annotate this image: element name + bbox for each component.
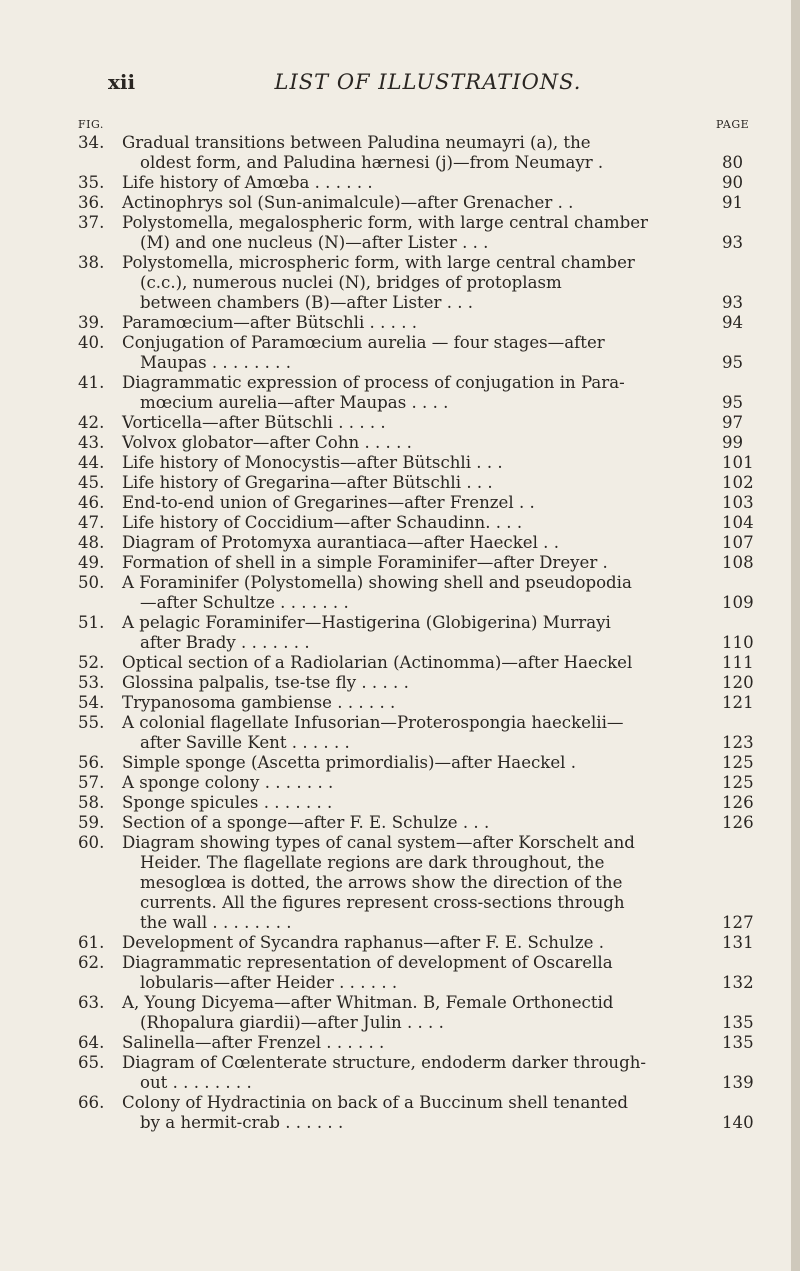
- caption-line: Paramœcium—after Bütschli . . . . .: [122, 313, 418, 332]
- page-reference: 91: [722, 193, 744, 212]
- list-item: [0, 813, 800, 833]
- page-reference: 135: [722, 1033, 754, 1052]
- caption-line: Life history of Monocystis—after Bütschli . . .: [122, 453, 503, 472]
- caption-line: Polystomella, megalospheric form, with large central chamber: [122, 213, 648, 232]
- figure-number: 63.: [78, 993, 105, 1012]
- list-item: [0, 133, 800, 173]
- list-item: [0, 993, 800, 1033]
- figure-number: 46.: [78, 493, 105, 512]
- figure-number: 38.: [78, 253, 105, 272]
- caption-line: mesoglœa is dotted, the arrows show the direction of the: [140, 873, 623, 892]
- caption-line: by a hermit-crab . . . . . .: [140, 1113, 344, 1132]
- list-item: [0, 773, 800, 793]
- page-reference: 93: [722, 293, 744, 312]
- page-reference: 95: [722, 393, 744, 412]
- caption-line: Formation of shell in a simple Foraminifer—after Dreyer .: [122, 553, 608, 572]
- figure-number: 47.: [78, 513, 105, 532]
- page-reference: 110: [722, 633, 754, 652]
- figure-number: 49.: [78, 553, 105, 572]
- caption-line: Diagram showing types of canal system—after Korschelt and: [122, 833, 635, 852]
- caption-line: mœcium aurelia—after Maupas . . . .: [140, 393, 449, 412]
- list-item: [0, 573, 800, 613]
- page-reference: 109: [722, 593, 754, 612]
- list-item: [0, 513, 800, 533]
- caption-line: Conjugation of Paramœcium aurelia — four stages—after: [122, 333, 605, 352]
- figure-number: 41.: [78, 373, 105, 392]
- figure-number: 48.: [78, 533, 105, 552]
- page-reference: 108: [722, 553, 754, 572]
- list-item: [0, 313, 800, 333]
- caption-line: after Saville Kent . . . . . .: [140, 733, 350, 752]
- figure-number: 54.: [78, 693, 105, 712]
- page-reference: 111: [722, 653, 754, 672]
- page-reference: 90: [722, 173, 744, 192]
- page-reference: 140: [722, 1113, 754, 1132]
- page-reference: 125: [722, 753, 754, 772]
- figure-number: 51.: [78, 613, 105, 632]
- list-item: [0, 613, 800, 653]
- figure-number: 42.: [78, 413, 105, 432]
- caption-line: A colonial flagellate Infusorian—Proterospongia haeckelii—: [122, 713, 624, 732]
- page-reference: 94: [722, 313, 744, 332]
- caption-line: Diagrammatic representation of development of Oscarella: [122, 953, 613, 972]
- page-reference: 102: [722, 473, 754, 492]
- page-reference: 97: [722, 413, 744, 432]
- page-reference: 139: [722, 1073, 754, 1092]
- figure-number: 34.: [78, 133, 105, 152]
- page-number: xii: [108, 70, 136, 94]
- caption-line: Maupas . . . . . . . .: [140, 353, 291, 372]
- caption-line: Trypanosoma gambiense . . . . . .: [122, 693, 396, 712]
- list-item: [0, 193, 800, 213]
- illustrations-list: [0, 133, 800, 1133]
- caption-line: —after Schultze . . . . . . .: [140, 593, 349, 612]
- caption-line: Heider. The flagellate regions are dark throughout, the: [140, 853, 605, 872]
- list-item: [0, 213, 800, 253]
- figure-number: 60.: [78, 833, 105, 852]
- list-item: [0, 673, 800, 693]
- page-reference: 95: [722, 353, 744, 372]
- page-reference: 123: [722, 733, 754, 752]
- list-item: [0, 333, 800, 373]
- caption-line: Diagram of Cœlenterate structure, endoderm darker through-: [122, 1053, 647, 1072]
- list-item: [0, 1093, 800, 1133]
- caption-line: Colony of Hydractinia on back of a Buccinum shell tenanted: [122, 1093, 629, 1112]
- list-item: [0, 653, 800, 673]
- caption-line: Salinella—after Frenzel . . . . . .: [122, 1033, 385, 1052]
- page-reference: 127: [722, 913, 754, 932]
- page-reference: 93: [722, 233, 744, 252]
- page-reference: 135: [722, 1013, 754, 1032]
- caption-line: Section of a sponge—after F. E. Schulze . . .: [122, 813, 490, 832]
- caption-line: Vorticella—after Bütschli . . . . .: [122, 413, 386, 432]
- figure-number: 43.: [78, 433, 105, 452]
- list-item: [0, 1053, 800, 1093]
- caption-line: Glossina palpalis, tse-tse fly . . . . .: [122, 673, 409, 692]
- caption-line: Life history of Amœba . . . . . .: [122, 173, 373, 192]
- caption-line: (c.c.), numerous nuclei (N), bridges of protoplasm: [140, 273, 562, 292]
- caption-line: Optical section of a Radiolarian (Actinomma)—after Haeckel: [122, 653, 633, 672]
- figure-number: 52.: [78, 653, 105, 672]
- figure-number: 36.: [78, 193, 105, 212]
- fig-column-label: FIG.: [78, 118, 104, 131]
- list-item: [0, 553, 800, 573]
- list-item: [0, 253, 800, 313]
- caption-line: the wall . . . . . . . .: [140, 913, 292, 932]
- caption-line: Development of Sycandra raphanus—after F. E. Schulze .: [122, 933, 605, 952]
- list-item: [0, 373, 800, 413]
- caption-line: Simple sponge (Ascetta primordialis)—after Haeckel .: [122, 753, 577, 772]
- figure-number: 53.: [78, 673, 105, 692]
- page-reference: 104: [722, 513, 754, 532]
- caption-line: oldest form, and Paludina hærnesi (j)—from Neumayr .: [140, 153, 604, 172]
- caption-line: between chambers (B)—after Lister . . .: [140, 293, 474, 312]
- list-item: [0, 693, 800, 713]
- list-item: [0, 473, 800, 493]
- figure-number: 45.: [78, 473, 105, 492]
- list-item: [0, 493, 800, 513]
- figure-number: 61.: [78, 933, 105, 952]
- figure-number: 39.: [78, 313, 105, 332]
- page-reference: 103: [722, 493, 754, 512]
- page-reference: 126: [722, 813, 754, 832]
- figure-number: 37.: [78, 213, 105, 232]
- caption-line: A Foraminifer (Polystomella) showing shell and pseudopodia: [122, 573, 632, 592]
- caption-line: out . . . . . . . .: [140, 1073, 252, 1092]
- caption-line: Actinophrys sol (Sun-animalcule)—after Grenacher . .: [122, 193, 574, 212]
- figure-number: 59.: [78, 813, 105, 832]
- figure-number: 55.: [78, 713, 105, 732]
- page-header: [108, 70, 748, 104]
- list-item: [0, 533, 800, 553]
- list-item: [0, 433, 800, 453]
- figure-number: 35.: [78, 173, 105, 192]
- figure-number: 50.: [78, 573, 105, 592]
- caption-line: Gradual transitions between Paludina neumayri (a), the: [122, 133, 591, 152]
- page-reference: 80: [722, 153, 744, 172]
- figure-number: 40.: [78, 333, 105, 352]
- caption-line: Diagram of Protomyxa aurantiaca—after Haeckel . .: [122, 533, 559, 552]
- list-item: [0, 953, 800, 993]
- list-item: [0, 1033, 800, 1053]
- figure-number: 44.: [78, 453, 105, 472]
- caption-line: A, Young Dicyema—after Whitman. B, Female Orthonectid: [122, 993, 614, 1012]
- caption-line: after Brady . . . . . . .: [140, 633, 310, 652]
- list-item: [0, 173, 800, 193]
- caption-line: Sponge spicules . . . . . . .: [122, 793, 333, 812]
- list-item: [0, 753, 800, 773]
- running-title: LIST OF ILLUSTRATIONS.: [274, 70, 582, 94]
- caption-line: Life history of Coccidium—after Schaudinn. . . .: [122, 513, 523, 532]
- page-reference: 131: [722, 933, 754, 952]
- figure-number: 65.: [78, 1053, 105, 1072]
- page-column-label: PAGE: [716, 118, 750, 131]
- page-reference: 121: [722, 693, 754, 712]
- caption-line: Volvox globator—after Cohn . . . . .: [122, 433, 412, 452]
- page-reference: 101: [722, 453, 754, 472]
- list-item: [0, 933, 800, 953]
- caption-line: Diagrammatic expression of process of conjugation in Para-: [122, 373, 625, 392]
- caption-line: Polystomella, microspheric form, with large central chamber: [122, 253, 635, 272]
- caption-line: Life history of Gregarina—after Bütschli . . .: [122, 473, 493, 492]
- figure-number: 62.: [78, 953, 105, 972]
- caption-line: lobularis—after Heider . . . . . .: [140, 973, 398, 992]
- page-reference: 107: [722, 533, 754, 552]
- page-reference: 99: [722, 433, 744, 452]
- page-reference: 120: [722, 673, 754, 692]
- figure-number: 66.: [78, 1093, 105, 1112]
- caption-line: End-to-end union of Gregarines—after Frenzel . .: [122, 493, 535, 512]
- figure-number: 57.: [78, 773, 105, 792]
- list-item: [0, 833, 800, 933]
- page-reference: 132: [722, 973, 754, 992]
- list-item: [0, 793, 800, 813]
- caption-line: A sponge colony . . . . . . .: [122, 773, 334, 792]
- list-item: [0, 713, 800, 753]
- list-item: [0, 453, 800, 473]
- caption-line: A pelagic Foraminifer—Hastigerina (Globigerina) Murrayi: [122, 613, 611, 632]
- caption-line: (Rhopalura giardii)—after Julin . . . .: [140, 1013, 444, 1032]
- figure-number: 64.: [78, 1033, 105, 1052]
- list-item: [0, 413, 800, 433]
- page-reference: 126: [722, 793, 754, 812]
- figure-number: 56.: [78, 753, 105, 772]
- page-reference: 125: [722, 773, 754, 792]
- figure-number: 58.: [78, 793, 105, 812]
- caption-line: (M) and one nucleus (N)—after Lister . . .: [140, 233, 489, 252]
- caption-line: currents. All the figures represent cross-sections through: [140, 893, 625, 912]
